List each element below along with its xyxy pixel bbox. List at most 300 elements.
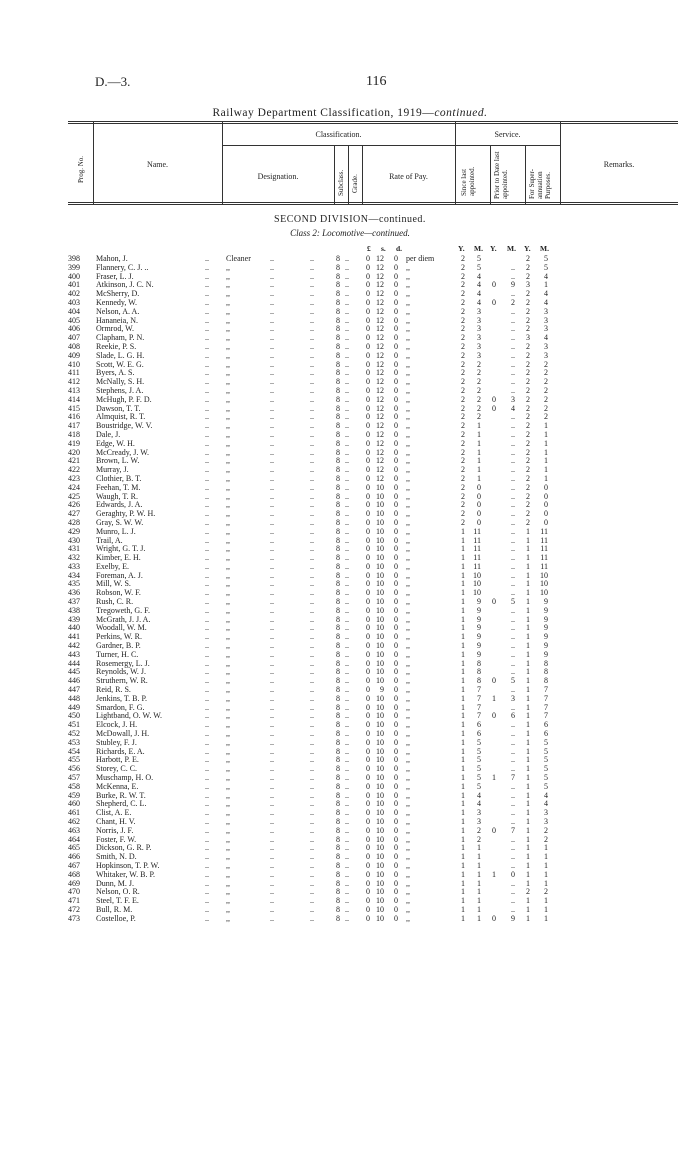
cell-fm: 4 [544,289,548,299]
leader-dots: .. [345,588,349,598]
cell-fy: 1 [526,561,530,571]
cell-l: 0 [366,755,370,765]
cell-fy: 1 [526,860,530,870]
leader-dots: .. [345,517,349,527]
cell-no: 417 [68,421,80,431]
cell-fy: 1 [526,755,530,765]
leader-dots: .. [310,368,314,378]
leader-dots: .. [345,773,349,783]
cell-desig: ,, [226,702,230,712]
cell-fm: 5 [544,746,548,756]
cell-l: 0 [366,491,370,501]
cell-d: 0 [394,685,398,695]
cell-sy: 1 [461,535,465,545]
leader-dots: .. [345,297,349,307]
cell-pm: 3 [511,394,515,404]
leader-dots: .. [205,755,209,765]
leader-dots: .. [345,403,349,413]
cell-sub: 8 [336,614,340,624]
cell-fm: 7 [544,711,548,721]
cell-per: ,, [406,482,410,492]
cell-sub: 8 [336,746,340,756]
cell-per: ,, [406,764,410,774]
cell-per: ,, [406,737,410,747]
cell-pm: 0 [511,869,515,879]
cell-py: 1 [492,869,496,879]
leader-dots: .. [205,579,209,589]
cell-per: ,, [406,667,410,677]
cell-d: 0 [394,808,398,818]
cell-l: 0 [366,693,370,703]
cell-l: 0 [366,377,370,387]
cell-l: 0 [366,860,370,870]
cell-per: ,, [406,385,410,395]
cell-d: 0 [394,491,398,501]
leader-dots: .. [205,280,209,290]
cell-l: 0 [366,878,370,888]
cell-no: 407 [68,333,80,343]
cell-sm: 4 [477,271,481,281]
leader-dots: .. [345,843,349,853]
cell-name: Dunn, M. J. [96,878,135,888]
cell-fm: 11 [540,526,548,536]
leader-dots: .. [310,729,314,739]
cell-name: Jenkins, T. B. P. [96,693,148,703]
cell-pm: .. [511,544,515,554]
cell-per: ,, [406,781,410,791]
cell-sy: 2 [461,254,465,263]
cell-name: Smardon, F. G. [96,702,145,712]
cell-sm: 4 [477,790,481,800]
cell-desig: ,, [226,799,230,809]
cell-fm: 3 [544,324,548,334]
cell-desig: ,, [226,500,230,510]
cell-sm: 5 [477,781,481,791]
cell-fy: 2 [526,324,530,334]
cell-sub: 8 [336,377,340,387]
cell-name: Gardner, B. P. [96,641,141,651]
cell-sub: 8 [336,843,340,853]
cell-no: 414 [68,394,80,404]
cell-fy: 2 [526,262,530,272]
cell-sm: 0 [477,517,481,527]
leader-dots: .. [270,764,274,774]
cell-no: 466 [68,852,80,862]
cell-per: ,, [406,535,410,545]
cell-name: Edwards, J. A. [96,500,143,510]
leader-dots: .. [205,544,209,554]
leader-dots: .. [270,456,274,466]
leader-dots: .. [205,324,209,334]
cell-pm: .. [511,526,515,536]
cell-fm: 8 [544,676,548,686]
cell-desig: ,, [226,913,230,923]
leader-dots: .. [345,790,349,800]
cell-fy: 1 [526,825,530,835]
leader-dots: .. [345,385,349,395]
cell-s: 12 [376,394,384,404]
cell-s: 10 [376,649,384,659]
leader-dots: .. [205,359,209,369]
cell-s: 10 [376,773,384,783]
leader-dots: .. [310,808,314,818]
cell-sm: 5 [477,737,481,747]
cell-no: 444 [68,658,80,668]
cell-pm: .. [511,429,515,439]
cell-d: 0 [394,720,398,730]
leader-dots: .. [205,667,209,677]
leader-dots: .. [270,544,274,554]
leader-dots: .. [310,588,314,598]
cell-sy: 1 [461,799,465,809]
cell-desig: ,, [226,887,230,897]
cell-sub: 8 [336,271,340,281]
cell-pm: .. [511,473,515,483]
cell-no: 462 [68,817,80,826]
cell-no: 436 [68,588,80,598]
leader-dots: .. [345,896,349,906]
leader-dots: .. [270,570,274,580]
cell-no: 403 [68,297,80,307]
cell-no: 443 [68,649,80,659]
cell-desig: ,, [226,517,230,527]
cell-name: McKenna, E. [96,781,139,791]
leader-dots: .. [205,473,209,483]
cell-sub: 8 [336,500,340,510]
leader-dots: .. [270,306,274,316]
header-rate-of-pay: Rate of Pay. [389,172,428,181]
subsection-heading: Class 2: Locomotive—continued. [290,228,410,238]
cell-no: 464 [68,834,80,844]
cell-sub: 8 [336,385,340,395]
cell-l: 0 [366,262,370,272]
leader-dots: .. [345,359,349,369]
leader-dots: .. [270,597,274,607]
cell-sm: 3 [477,306,481,316]
leader-dots: .. [205,746,209,756]
cell-l: 0 [366,341,370,351]
cell-no: 470 [68,887,80,897]
cell-name: Reynolds, W. J. [96,667,147,677]
cell-sm: 3 [477,808,481,818]
cell-fy: 1 [526,702,530,712]
cell-no: 471 [68,896,80,906]
cell-desig: ,, [226,808,230,818]
cell-fy: 1 [526,896,530,906]
cell-no: 467 [68,860,80,870]
cell-desig: ,, [226,535,230,545]
cell-no: 435 [68,579,80,589]
cell-name: Chant, H. V. [96,817,136,826]
cell-pm: .. [511,561,515,571]
cell-s: 12 [376,271,384,281]
leader-dots: .. [270,403,274,413]
cell-sm: 10 [473,570,481,580]
cell-fm: 3 [544,808,548,818]
cell-sm: 5 [477,746,481,756]
leader-dots: .. [270,465,274,475]
cell-s: 10 [376,605,384,615]
cell-desig: ,, [226,421,230,431]
table-row [0,915,700,924]
cell-per: ,, [406,773,410,783]
cell-no: 424 [68,482,80,492]
cell-pm: .. [511,491,515,501]
cell-no: 460 [68,799,80,809]
cell-sy: 2 [461,385,465,395]
leader-dots: .. [205,350,209,360]
leader-dots: .. [270,333,274,343]
cell-sm: 11 [473,544,481,554]
cell-desig: ,, [226,869,230,879]
cell-desig: ,, [226,764,230,774]
leader-dots: .. [270,852,274,862]
leader-dots: .. [310,632,314,642]
cell-desig: ,, [226,456,230,466]
leader-dots: .. [205,262,209,272]
cell-sm: 2 [477,377,481,387]
cell-no: 401 [68,280,80,290]
cell-l: 0 [366,843,370,853]
leader-dots: .. [310,641,314,651]
cell-sy: 1 [461,781,465,791]
cell-fy: 1 [526,667,530,677]
leader-dots: .. [270,491,274,501]
cell-pm: 9 [511,913,515,923]
leader-dots: .. [310,315,314,325]
cell-no: 413 [68,385,80,395]
cell-fm: 1 [544,447,548,457]
cell-s: 10 [376,896,384,906]
leader-dots: .. [310,579,314,589]
leader-dots: .. [310,623,314,633]
cell-sm: 6 [477,729,481,739]
leader-dots: .. [205,693,209,703]
cell-no: 461 [68,808,80,818]
cell-name: Harbott, P. E. [96,755,139,765]
cell-py: 0 [492,676,496,686]
cell-no: 469 [68,878,80,888]
cell-py: 0 [492,403,496,413]
cell-name: Reid, R. S. [96,685,131,695]
leader-dots: .. [345,658,349,668]
cell-sm: 8 [477,667,481,677]
cell-name: Byers, A. S. [96,368,135,378]
cell-fy: 1 [526,781,530,791]
cell-sm: 1 [477,843,481,853]
cell-l: 0 [366,649,370,659]
cell-name: Perkins, W. R. [96,632,143,642]
cell-sm: 2 [477,412,481,422]
cell-desig: ,, [226,570,230,580]
cell-d: 0 [394,799,398,809]
cell-sm: 0 [477,500,481,510]
cell-desig: ,, [226,403,230,413]
cell-sm: 9 [477,641,481,651]
cell-name: Struthern, W. R. [96,676,148,686]
cell-sm: 9 [477,649,481,659]
leader-dots: .. [310,737,314,747]
cell-per: ,, [406,790,410,800]
leader-dots: .. [270,878,274,888]
cell-no: 406 [68,324,80,334]
cell-name: Muschamp, H. O. [96,773,154,783]
cell-l: 0 [366,447,370,457]
cell-desig: ,, [226,262,230,272]
cell-d: 0 [394,729,398,739]
cell-no: 453 [68,737,80,747]
cell-no: 431 [68,544,80,554]
cell-sm: 11 [473,526,481,536]
cell-s: 10 [376,570,384,580]
leader-dots: .. [270,693,274,703]
leader-dots: .. [345,632,349,642]
cell-sy: 2 [461,280,465,290]
leader-dots: .. [345,904,349,914]
cell-fm: 2 [544,825,548,835]
cell-sy: 1 [461,729,465,739]
cell-s: 12 [376,421,384,431]
cell-d: 0 [394,526,398,536]
leader-dots: .. [345,262,349,272]
leader-dots: .. [205,614,209,624]
cell-pm: .. [511,887,515,897]
cell-name: Boustridge, W. V. [96,421,153,431]
leader-dots: .. [205,720,209,730]
cell-fy: 1 [526,632,530,642]
leader-dots: .. [205,491,209,501]
cell-fm: 2 [544,394,548,404]
leader-dots: .. [345,350,349,360]
cell-desig: ,, [226,315,230,325]
cell-sy: 1 [461,711,465,721]
cell-d: 0 [394,570,398,580]
cell-desig: ,, [226,896,230,906]
cell-sm: 3 [477,333,481,343]
cell-name: Foster, F. W. [96,834,137,844]
cell-d: 0 [394,473,398,483]
cell-desig: ,, [226,324,230,334]
cell-s: 10 [376,526,384,536]
cell-l: 0 [366,773,370,783]
cell-d: 0 [394,597,398,607]
cell-fy: 2 [526,368,530,378]
cell-desig: ,, [226,904,230,914]
cell-sy: 1 [461,913,465,923]
cell-pm: .. [511,588,515,598]
cell-fm: 9 [544,614,548,624]
leader-dots: .. [205,315,209,325]
cell-sm: 3 [477,341,481,351]
cell-sub: 8 [336,685,340,695]
cell-fy: 2 [526,306,530,316]
cell-sub: 8 [336,825,340,835]
header-service: Service. [494,130,521,139]
cell-s: 10 [376,579,384,589]
cell-d: 0 [394,500,398,510]
cell-sy: 2 [461,421,465,431]
cell-per: ,, [406,834,410,844]
cell-no: 448 [68,693,80,703]
leader-dots: .. [345,570,349,580]
cell-d: 0 [394,403,398,413]
cell-d: 0 [394,315,398,325]
leader-dots: .. [270,271,274,281]
cell-sm: 1 [477,887,481,897]
leader-dots: .. [345,869,349,879]
cell-no: 430 [68,535,80,545]
cell-per: ,, [406,896,410,906]
cell-sub: 8 [336,509,340,519]
cell-sy: 1 [461,843,465,853]
unit-pounds: £ [367,244,371,253]
leader-dots: .. [345,561,349,571]
cell-sm: 1 [477,429,481,439]
cell-pm: .. [511,781,515,791]
leader-dots: .. [345,623,349,633]
leader-dots: .. [310,605,314,615]
cell-s: 10 [376,535,384,545]
cell-s: 10 [376,746,384,756]
leader-dots: .. [270,720,274,730]
cell-fy: 1 [526,570,530,580]
cell-fm: 2 [544,887,548,897]
cell-sm: 1 [477,438,481,448]
cell-sub: 8 [336,852,340,862]
cell-d: 0 [394,869,398,879]
cell-sy: 1 [461,632,465,642]
cell-sub: 8 [336,359,340,369]
cell-sm: 5 [477,262,481,272]
cell-sub: 8 [336,438,340,448]
cell-pm: .. [511,817,515,826]
cell-fm: 9 [544,632,548,642]
leader-dots: .. [205,403,209,413]
cell-sy: 1 [461,702,465,712]
cell-fy: 2 [526,429,530,439]
cell-s: 12 [376,315,384,325]
cell-sm: 2 [477,359,481,369]
cell-no: 418 [68,429,80,439]
cell-sub: 8 [336,773,340,783]
cell-l: 0 [366,315,370,325]
cell-d: 0 [394,667,398,677]
cell-sy: 2 [461,377,465,387]
cell-per: ,, [406,623,410,633]
leader-dots: .. [345,825,349,835]
leader-dots: .. [310,711,314,721]
cell-l: 0 [366,667,370,677]
cell-fm: 0 [544,509,548,519]
cell-fm: 5 [544,773,548,783]
cell-no: 429 [68,526,80,536]
cell-sub: 8 [336,315,340,325]
cell-no: 427 [68,509,80,519]
cell-l: 0 [366,605,370,615]
cell-fm: 5 [544,755,548,765]
cell-sm: 4 [477,799,481,809]
cell-no: 412 [68,377,80,387]
cell-no: 451 [68,720,80,730]
cell-sub: 8 [336,412,340,422]
cell-fy: 1 [526,588,530,598]
leader-dots: .. [310,271,314,281]
cell-fy: 1 [526,720,530,730]
cell-desig: ,, [226,667,230,677]
leader-dots: .. [270,254,274,263]
cell-s: 12 [376,412,384,422]
cell-sm: 1 [477,896,481,906]
